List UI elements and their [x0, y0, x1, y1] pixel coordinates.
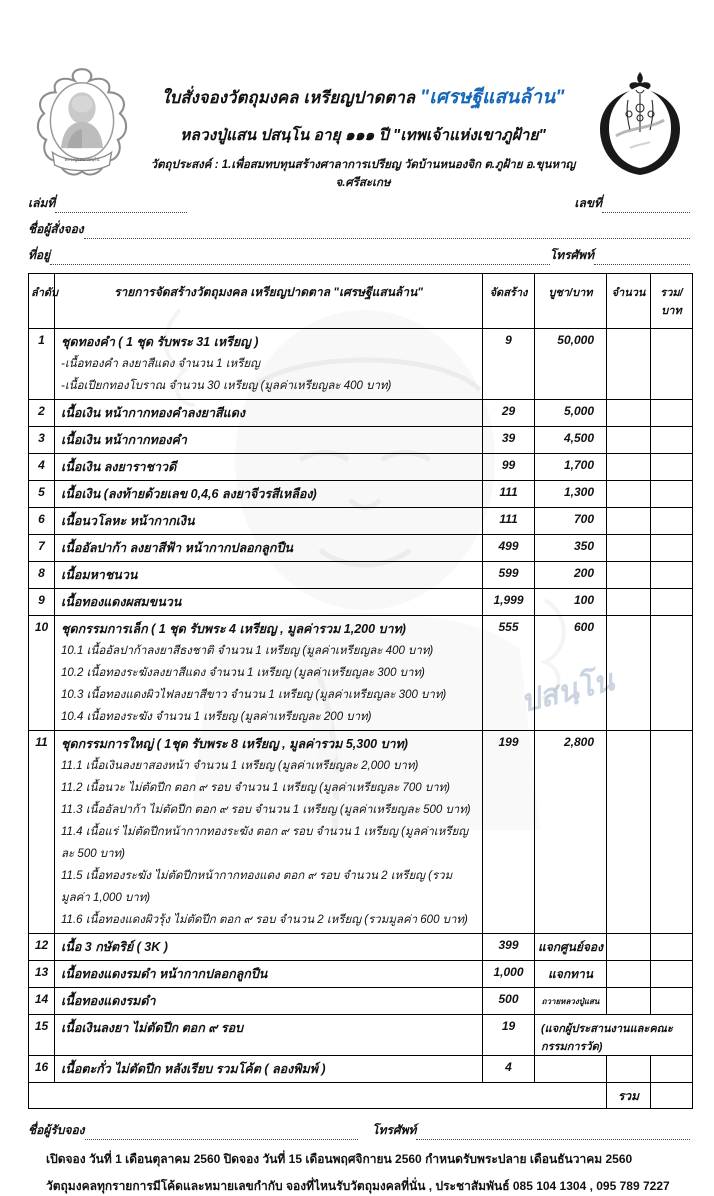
total-cell	[651, 329, 693, 400]
address-input-line	[50, 252, 550, 265]
table-row: 10 ชุดกรรมการเล็ก ( 1 ชุด รับพระ 4 เหรียญ , มูลค่ารวม 1,200 บาท) 10.1 เนื้ออัลปาก้าลงยาสีธงชาติ จำนวน 1 เหรียญ (มูลค่าเหรียญละ 400 บาท) 10.2 เนื้อทองระฆังลงยาสีแดง จำนวน 1 เหรียญ (มูลค่าเหรียญละ 300 บาท) 10.3 เนื้อทองแดงผิวไฟลงยาสีขาว จำนวน 1 เหรียญ (มูลค่าเหรียญละ 300 บาท) 10.4 เนื้อทองระฆัง จำนวน 1 เหรียญ (มูลค่าเหรียญละ 200 บาท) 555 600	[29, 616, 693, 731]
table-row: 4 เนื้อเงิน ลงยาราชาวดี 99 1,700	[29, 454, 693, 481]
receiver-line	[28, 1121, 690, 1140]
order-table	[28, 273, 693, 1109]
orderer-label: ชื่อผู้สั่งจอง	[28, 222, 84, 236]
qty-cell	[607, 454, 651, 481]
footer-phone-input-line	[416, 1127, 690, 1140]
footer-phone-label: โทรศัพท์	[372, 1123, 417, 1137]
qty-cell	[607, 934, 651, 961]
table-row: 13 เนื้อทองแดงรมดำ หน้ากากปลอกลูกปืน 1,000 แจกทาน	[29, 961, 693, 988]
qty-cell	[607, 400, 651, 427]
left-logo-banner-text: หลวงปู่แสน ปสนฺโน	[64, 156, 100, 162]
doc-no-input-line	[602, 200, 690, 213]
qty-cell	[607, 616, 651, 731]
grand-total-cell	[651, 1083, 693, 1109]
book-no-label: เล่มที่	[28, 196, 56, 210]
script-watermark: ปสนฺโน	[517, 664, 618, 719]
receiver-label: ชื่อผู้รับจอง	[28, 1123, 85, 1137]
total-row-blank	[29, 1083, 607, 1109]
purpose-line: วัตถุประสงค์ : 1.เพื่อสมทบทุนสร้างศาลาการเปรียญ วัดบ้านหนองจิก ต.ภูฝ้าย อ.ขุนหาญ จ.ศรีสะเกษ	[150, 159, 576, 189]
form-subtitle: หลวงปู่แสน ปสนฺโน อายุ ๑๑๑ ปี "เทพเจ้าแห่งเขาภูฝ้าย"	[180, 127, 546, 144]
qty-cell	[607, 961, 651, 988]
table-row: 5 เนื้อเงิน (ลงท้ายด้วยเลข 0,4,6 ลงยาจีวรสีเหลือง) 111 1,300	[29, 481, 693, 508]
qty-cell	[607, 562, 651, 589]
col-total: รวม/บาท	[651, 274, 693, 329]
col-no: ลำดับ	[29, 274, 55, 329]
qty-cell	[607, 508, 651, 535]
phone-label: โทรศัพท์	[549, 248, 594, 262]
total-cell	[651, 934, 693, 961]
total-cell	[651, 988, 693, 1015]
col-qty: จำนวน	[607, 274, 651, 329]
table-row: 3 เนื้อเงิน หน้ากากทองคำ 39 4,500	[29, 427, 693, 454]
receiver-input-line	[85, 1127, 359, 1140]
phone-input-line	[594, 252, 690, 265]
total-row-label: รวม	[607, 1083, 651, 1109]
total-cell	[651, 508, 693, 535]
table-row: 8 เนื้อมหาชนวน 599 200	[29, 562, 693, 589]
table-row: 7 เนื้ออัลปาก้า ลงยาสีฟ้า หน้ากากปลอกลูกปืน 499 350	[29, 535, 693, 562]
form-title: ใบสั่งจองวัตถุมงคล เหรียญปาดตาล "เศรษฐีแสนล้าน"	[161, 87, 565, 108]
qty-cell	[607, 1056, 651, 1083]
table-row: 16 เนื้อตะกั่ว ไม่ตัดปีก หลังเรียบ รวมโค้ต ( ลองพิมพ์ ) 4	[29, 1056, 693, 1083]
col-price: บูชา/บาท	[535, 274, 607, 329]
qty-cell	[607, 589, 651, 616]
total-cell	[651, 731, 693, 934]
yantra-emblem-logo	[590, 70, 690, 185]
table-total-row	[29, 1083, 693, 1109]
contact-note: วัตถุมงคลทุกรายการมีโค้ดและหมายเลขกำกับ จองที่ไหนรับวัตถุมงคลที่นั่น , ประชาสัมพันธ์ 085 104 1304 , 095 789 7227	[46, 1179, 670, 1193]
orderer-input-line	[84, 226, 690, 239]
address-line	[28, 246, 690, 265]
booking-period-note: เปิดจอง วันที่ 1 เดือนตุลาคม 2560 ปิดจอง วันที่ 15 เดือนพฤศจิกายน 2560 กำหนดรับพระปลาย เดือนธันวาคม 2560	[46, 1152, 633, 1166]
total-cell	[651, 481, 693, 508]
table-row: 14 เนื้อทองแดงรมดำ 500 ถวายหลวงปู่แสน	[29, 988, 693, 1015]
table-row: 11 ชุดกรรมการใหญ่ ( 1ชุด รับพระ 8 เหรียญ , มูลค่ารวม 5,300 บาท) 11.1 เนื้อเงินลงยาสองหน้า จำนวน 1 เหรียญ (มูลค่าเหรียญละ 2,000 บาท) 11.2 เนื้อนวะ ไม่ตัดปีก ตอก ๙ รอบ จำนวน 1 เหรียญ (มูลค่าเหรียญละ 700 บาท) 11.3 เนื้ออัลปาก้า ไม่ตัดปีก ตอก ๙ รอบ จำนวน 1 เหรียญ (มูลค่าเหรียญละ 500 บาท) 11.4 เนื้อแร่ ไม่ตัดปีกหน้ากากทองระฆัง ตอก ๙ รอบ จำนวน 1 เหรียญ (มูลค่าเหรียญละ 500 บาท) 11.5 เนื้อทองระฆัง ไม่ตัดปีกหน้ากากทองแดง ตอก ๙ รอบ จำนวน 2 เหรียญ (รวมมูลค่า 1,000 บาท) 11.6 เนื้อทองแดงผิวรุ้ง ไม่ตัดปีก ตอก ๙ รอบ จำนวน 2 เหรียญ (รวมมูลค่า 600 บาท) 199 2,800	[29, 731, 693, 934]
orderer-line	[28, 220, 690, 239]
table-row: 6 เนื้อนวโลหะ หน้ากากเงิน 111 700	[29, 508, 693, 535]
total-cell	[651, 454, 693, 481]
col-item: รายการจัดสร้างวัตถุมงคล เหรียญปาดตาล "เศรษฐีแสนล้าน"	[55, 274, 483, 329]
table-row: 9 เนื้อทองแดงผสมขนวน 1,999 100	[29, 589, 693, 616]
total-cell	[651, 400, 693, 427]
monk-emblem-logo	[28, 66, 136, 189]
total-cell	[651, 535, 693, 562]
qty-cell	[607, 329, 651, 400]
total-cell	[651, 562, 693, 589]
total-cell	[651, 589, 693, 616]
table-header-row	[29, 274, 693, 329]
table-row: 15 เนื้อเงินลงยา ไม่ตัดปีก ตอก ๙ รอบ 19 (แจกผู้ประสานงานและคณะกรรมการวัด)	[29, 1015, 693, 1056]
header	[28, 64, 690, 192]
title-highlight: "เศรษฐีแสนล้าน"	[420, 87, 565, 108]
total-cell	[651, 961, 693, 988]
footer	[28, 1121, 690, 1196]
total-cell	[651, 427, 693, 454]
address-label: ที่อยู่	[28, 248, 51, 262]
qty-cell	[607, 535, 651, 562]
qty-cell	[607, 427, 651, 454]
book-no-input-line	[55, 200, 187, 213]
col-made: จัดสร้าง	[483, 274, 535, 329]
table-row: 2 เนื้อเงิน หน้ากากทองคำลงยาสีแดง 29 5,000	[29, 400, 693, 427]
qty-cell	[607, 731, 651, 934]
qty-cell	[607, 481, 651, 508]
table-row: 12 เนื้อ 3 กษัตริย์ ( 3K ) 399 แจกศูนย์จอง	[29, 934, 693, 961]
doc-no-label: เลขที่	[574, 196, 602, 210]
book-number-line	[28, 194, 690, 213]
total-cell	[651, 616, 693, 731]
header-titles	[136, 64, 590, 192]
total-cell	[651, 1056, 693, 1083]
qty-cell	[607, 988, 651, 1015]
table-row: 1 ชุดทองคำ ( 1 ชุด รับพระ 31 เหรียญ ) -เนื้อทองคำ ลงยาสีแดง จำนวน 1 เหรียญ -เนื้อเปียกทองโบราณ จำนวน 30 เหรียญ (มูลค่าเหรียญละ 400 บาท) 9 50,000	[29, 329, 693, 400]
